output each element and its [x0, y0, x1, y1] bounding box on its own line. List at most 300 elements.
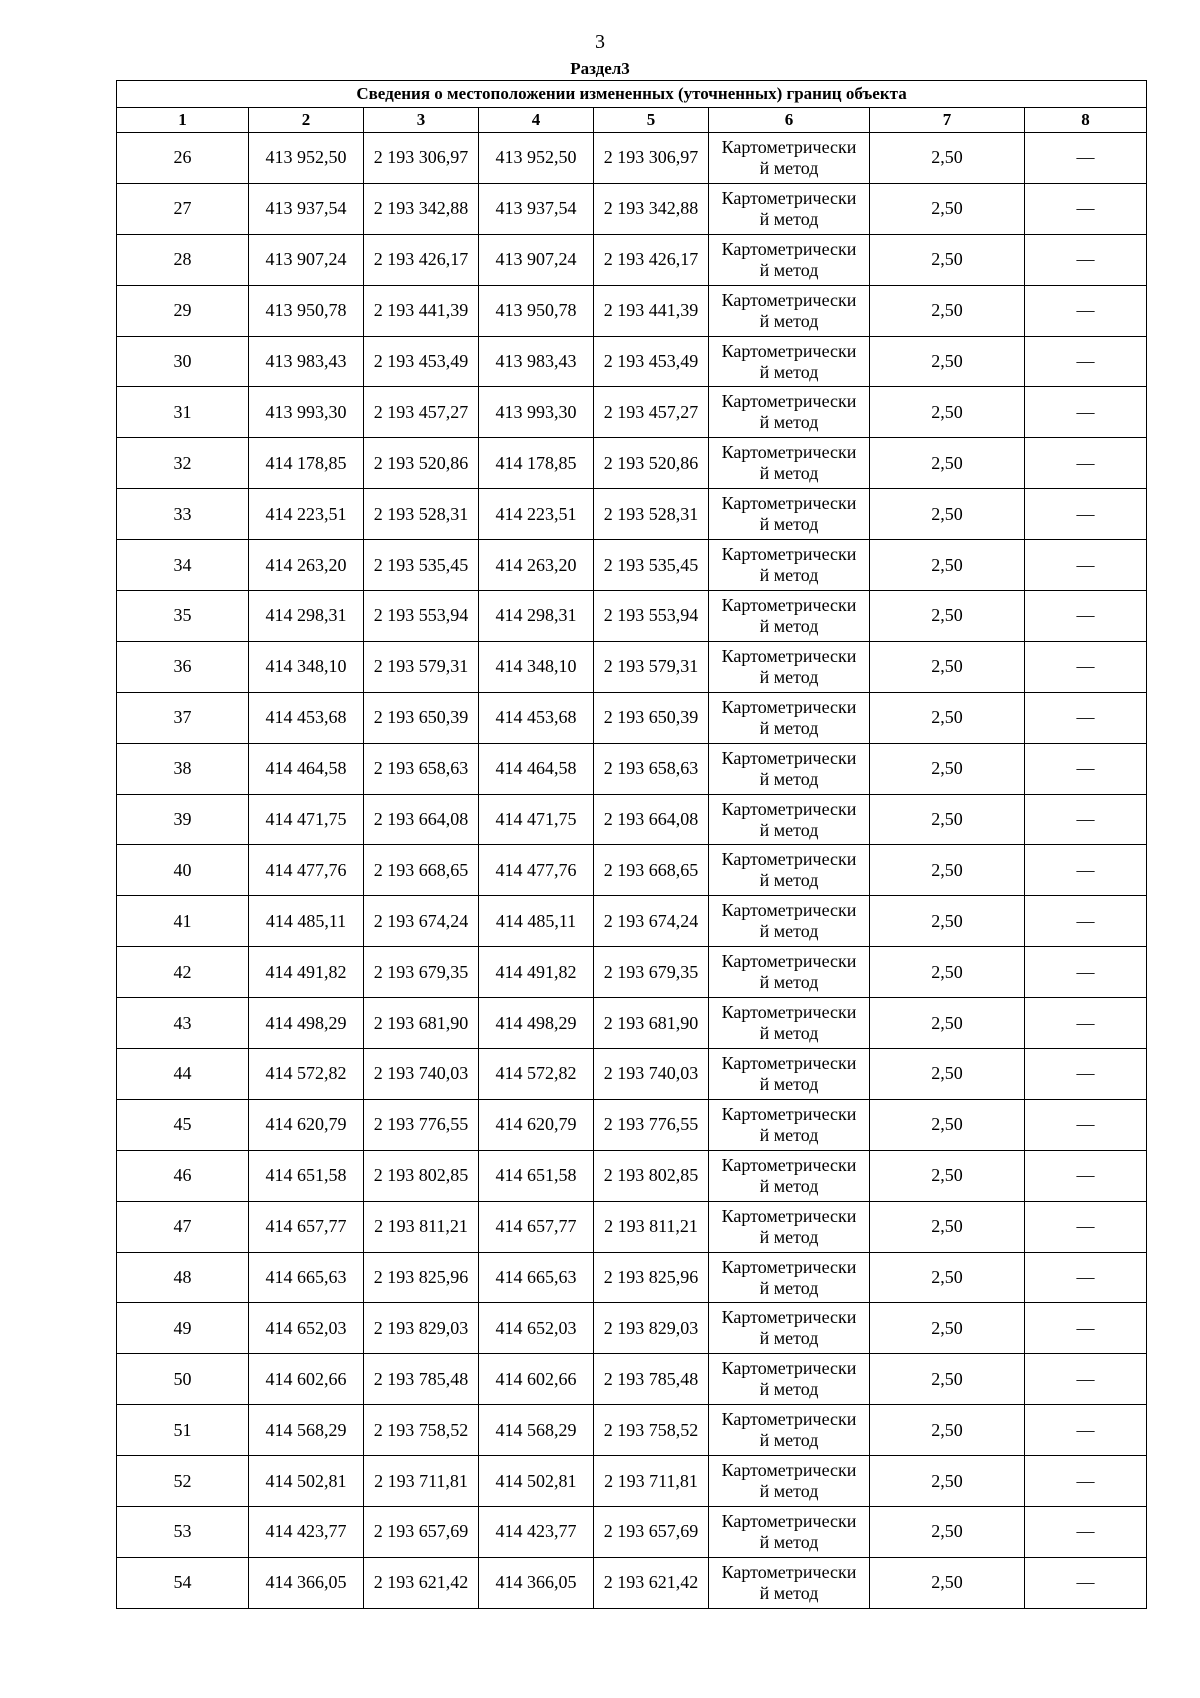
column-header: 5 [594, 108, 709, 133]
method-text: Картометрически [721, 1154, 857, 1175]
method-text: Картометрически [721, 391, 857, 412]
y-coordinate-cell: 2 193 528,31 [594, 489, 709, 540]
x-coordinate-cell: 414 485,11 [479, 896, 594, 947]
method-cell [709, 1099, 870, 1150]
y-coordinate-cell: 2 193 825,96 [364, 1252, 479, 1303]
x-coordinate-cell: 414 491,82 [479, 947, 594, 998]
y-coordinate-cell: 2 193 681,90 [594, 998, 709, 1049]
y-coordinate-cell: 2 193 657,69 [364, 1507, 479, 1558]
y-coordinate-cell: 2 193 342,88 [364, 183, 479, 234]
y-coordinate-cell: 2 193 785,48 [364, 1354, 479, 1405]
table-row [117, 1405, 1147, 1456]
x-coordinate-cell: 413 950,78 [479, 285, 594, 336]
accuracy-cell: 2,50 [870, 489, 1025, 540]
table-row [117, 1150, 1147, 1201]
point-number-cell: 45 [117, 1099, 249, 1150]
y-coordinate-cell: 2 193 740,03 [594, 1049, 709, 1100]
y-coordinate-cell: 2 193 681,90 [364, 998, 479, 1049]
x-coordinate-cell: 413 907,24 [249, 234, 364, 285]
x-coordinate-cell: 414 620,79 [249, 1099, 364, 1150]
point-number-cell: 50 [117, 1354, 249, 1405]
empty-value-cell: — [1025, 1557, 1147, 1608]
y-coordinate-cell: 2 193 579,31 [364, 641, 479, 692]
method-text: Картометрически [721, 544, 857, 565]
y-coordinate-cell: 2 193 441,39 [364, 285, 479, 336]
x-coordinate-cell: 414 263,20 [249, 540, 364, 591]
y-coordinate-cell: 2 193 650,39 [364, 692, 479, 743]
point-number-cell: 32 [117, 438, 249, 489]
method-cell [709, 845, 870, 896]
x-coordinate-cell: 413 952,50 [479, 133, 594, 184]
y-coordinate-cell: 2 193 802,85 [594, 1150, 709, 1201]
method-cell [709, 1049, 870, 1100]
method-cell [709, 1456, 870, 1507]
point-number-cell: 29 [117, 285, 249, 336]
method-text: Картометрически [721, 1561, 857, 1582]
x-coordinate-cell: 414 464,58 [249, 743, 364, 794]
method-text: й метод [759, 1124, 819, 1145]
x-coordinate-cell: 414 498,29 [249, 998, 364, 1049]
table-row [117, 947, 1147, 998]
point-number-cell: 36 [117, 641, 249, 692]
point-number-cell: 26 [117, 133, 249, 184]
table-row [117, 1456, 1147, 1507]
x-coordinate-cell: 414 572,82 [249, 1049, 364, 1100]
method-cell [709, 1150, 870, 1201]
x-coordinate-cell: 414 223,51 [249, 489, 364, 540]
method-text: Картометрически [721, 594, 857, 615]
method-cell [709, 692, 870, 743]
method-text: й метод [759, 717, 819, 738]
x-coordinate-cell: 414 568,29 [479, 1405, 594, 1456]
x-coordinate-cell: 414 652,03 [249, 1303, 364, 1354]
point-number-cell: 37 [117, 692, 249, 743]
column-number-row [117, 108, 1147, 133]
y-coordinate-cell: 2 193 453,49 [364, 336, 479, 387]
point-number-cell: 30 [117, 336, 249, 387]
method-text: й метод [759, 819, 819, 840]
table-row [117, 641, 1147, 692]
method-cell [709, 743, 870, 794]
method-text: й метод [759, 157, 819, 178]
accuracy-cell: 2,50 [870, 1099, 1025, 1150]
y-coordinate-cell: 2 193 457,27 [364, 387, 479, 438]
empty-value-cell: — [1025, 285, 1147, 336]
table-row [117, 1049, 1147, 1100]
x-coordinate-cell: 414 477,76 [249, 845, 364, 896]
coordinates-table [116, 80, 1147, 1609]
y-coordinate-cell: 2 193 453,49 [594, 336, 709, 387]
method-text: й метод [759, 666, 819, 687]
accuracy-cell: 2,50 [870, 743, 1025, 794]
method-cell [709, 387, 870, 438]
y-coordinate-cell: 2 193 679,35 [364, 947, 479, 998]
y-coordinate-cell: 2 193 674,24 [594, 896, 709, 947]
empty-value-cell: — [1025, 1049, 1147, 1100]
accuracy-cell: 2,50 [870, 438, 1025, 489]
method-cell [709, 1201, 870, 1252]
empty-value-cell: — [1025, 438, 1147, 489]
table-row [117, 845, 1147, 896]
accuracy-cell: 2,50 [870, 183, 1025, 234]
x-coordinate-cell: 414 568,29 [249, 1405, 364, 1456]
method-cell [709, 489, 870, 540]
empty-value-cell: — [1025, 1099, 1147, 1150]
page-number: 3 [595, 31, 605, 53]
x-coordinate-cell: 413 983,43 [479, 336, 594, 387]
y-coordinate-cell: 2 193 553,94 [364, 591, 479, 642]
method-text: й метод [759, 1277, 819, 1298]
table-row [117, 1201, 1147, 1252]
y-coordinate-cell: 2 193 657,69 [594, 1507, 709, 1558]
method-text: й метод [759, 1328, 819, 1349]
column-header: 7 [870, 108, 1025, 133]
x-coordinate-cell: 414 453,68 [249, 692, 364, 743]
y-coordinate-cell: 2 193 758,52 [364, 1405, 479, 1456]
accuracy-cell: 2,50 [870, 845, 1025, 896]
method-text: й метод [759, 615, 819, 636]
table-row [117, 540, 1147, 591]
point-number-cell: 38 [117, 743, 249, 794]
table-row [117, 133, 1147, 184]
method-cell [709, 1405, 870, 1456]
accuracy-cell: 2,50 [870, 1252, 1025, 1303]
accuracy-cell: 2,50 [870, 540, 1025, 591]
table-row [117, 489, 1147, 540]
empty-value-cell: — [1025, 845, 1147, 896]
method-cell [709, 1507, 870, 1558]
accuracy-cell: 2,50 [870, 1049, 1025, 1100]
empty-value-cell: — [1025, 133, 1147, 184]
x-coordinate-cell: 414 178,85 [249, 438, 364, 489]
table-caption: Сведения о местоположении измененных (уточненных) границ объекта [117, 81, 1147, 108]
empty-value-cell: — [1025, 1507, 1147, 1558]
x-coordinate-cell: 413 937,54 [249, 183, 364, 234]
method-text: Картометрически [721, 1103, 857, 1124]
section-title: Раздел3 [570, 59, 630, 78]
table-row [117, 438, 1147, 489]
point-number-cell: 54 [117, 1557, 249, 1608]
y-coordinate-cell: 2 193 758,52 [594, 1405, 709, 1456]
point-number-cell: 53 [117, 1507, 249, 1558]
accuracy-cell: 2,50 [870, 1201, 1025, 1252]
accuracy-cell: 2,50 [870, 1303, 1025, 1354]
method-text: й метод [759, 412, 819, 433]
method-cell [709, 1252, 870, 1303]
method-text: Картометрически [721, 849, 857, 870]
x-coordinate-cell: 414 485,11 [249, 896, 364, 947]
table-row [117, 1354, 1147, 1405]
x-coordinate-cell: 414 477,76 [479, 845, 594, 896]
x-coordinate-cell: 413 993,30 [479, 387, 594, 438]
accuracy-cell: 2,50 [870, 896, 1025, 947]
method-cell [709, 133, 870, 184]
method-text: Картометрически [721, 1052, 857, 1073]
x-coordinate-cell: 414 223,51 [479, 489, 594, 540]
y-coordinate-cell: 2 193 664,08 [364, 794, 479, 845]
accuracy-cell: 2,50 [870, 998, 1025, 1049]
empty-value-cell: — [1025, 641, 1147, 692]
column-header: 1 [117, 108, 249, 133]
method-text: Картометрически [721, 238, 857, 259]
y-coordinate-cell: 2 193 621,42 [364, 1557, 479, 1608]
y-coordinate-cell: 2 193 621,42 [594, 1557, 709, 1608]
method-cell [709, 1303, 870, 1354]
method-cell [709, 591, 870, 642]
point-number-cell: 41 [117, 896, 249, 947]
accuracy-cell: 2,50 [870, 591, 1025, 642]
x-coordinate-cell: 414 498,29 [479, 998, 594, 1049]
method-cell [709, 336, 870, 387]
method-text: й метод [759, 1175, 819, 1196]
y-coordinate-cell: 2 193 829,03 [594, 1303, 709, 1354]
empty-value-cell: — [1025, 1354, 1147, 1405]
empty-value-cell: — [1025, 947, 1147, 998]
empty-value-cell: — [1025, 896, 1147, 947]
y-coordinate-cell: 2 193 579,31 [594, 641, 709, 692]
x-coordinate-cell: 414 453,68 [479, 692, 594, 743]
accuracy-cell: 2,50 [870, 794, 1025, 845]
method-text: й метод [759, 768, 819, 789]
x-coordinate-cell: 413 907,24 [479, 234, 594, 285]
x-coordinate-cell: 414 423,77 [249, 1507, 364, 1558]
y-coordinate-cell: 2 193 535,45 [594, 540, 709, 591]
method-text: Картометрически [721, 493, 857, 514]
x-coordinate-cell: 414 651,58 [249, 1150, 364, 1201]
method-text: й метод [759, 1073, 819, 1094]
column-header: 3 [364, 108, 479, 133]
column-header: 2 [249, 108, 364, 133]
method-text: Картометрически [721, 1002, 857, 1023]
empty-value-cell: — [1025, 1252, 1147, 1303]
empty-value-cell: — [1025, 743, 1147, 794]
x-coordinate-cell: 414 651,58 [479, 1150, 594, 1201]
accuracy-cell: 2,50 [870, 234, 1025, 285]
method-text: Картометрически [721, 1307, 857, 1328]
empty-value-cell: — [1025, 387, 1147, 438]
y-coordinate-cell: 2 193 811,21 [364, 1201, 479, 1252]
x-coordinate-cell: 413 937,54 [479, 183, 594, 234]
point-number-cell: 33 [117, 489, 249, 540]
empty-value-cell: — [1025, 1303, 1147, 1354]
x-coordinate-cell: 414 602,66 [479, 1354, 594, 1405]
column-header: 8 [1025, 108, 1147, 133]
method-cell [709, 1557, 870, 1608]
method-text: й метод [759, 1430, 819, 1451]
y-coordinate-cell: 2 193 535,45 [364, 540, 479, 591]
x-coordinate-cell: 414 366,05 [249, 1557, 364, 1608]
y-coordinate-cell: 2 193 306,97 [364, 133, 479, 184]
x-coordinate-cell: 414 665,63 [479, 1252, 594, 1303]
table-row [117, 285, 1147, 336]
accuracy-cell: 2,50 [870, 1557, 1025, 1608]
accuracy-cell: 2,50 [870, 692, 1025, 743]
point-number-cell: 34 [117, 540, 249, 591]
method-text: й метод [759, 972, 819, 993]
x-coordinate-cell: 414 602,66 [249, 1354, 364, 1405]
method-text: Картометрически [721, 340, 857, 361]
point-number-cell: 39 [117, 794, 249, 845]
table-row [117, 1507, 1147, 1558]
accuracy-cell: 2,50 [870, 336, 1025, 387]
y-coordinate-cell: 2 193 679,35 [594, 947, 709, 998]
point-number-cell: 42 [117, 947, 249, 998]
y-coordinate-cell: 2 193 829,03 [364, 1303, 479, 1354]
table-row [117, 1557, 1147, 1608]
y-coordinate-cell: 2 193 785,48 [594, 1354, 709, 1405]
x-coordinate-cell: 414 620,79 [479, 1099, 594, 1150]
method-cell [709, 234, 870, 285]
method-text: Картометрически [721, 1205, 857, 1226]
x-coordinate-cell: 413 950,78 [249, 285, 364, 336]
x-coordinate-cell: 413 993,30 [249, 387, 364, 438]
y-coordinate-cell: 2 193 711,81 [594, 1456, 709, 1507]
x-coordinate-cell: 414 298,31 [249, 591, 364, 642]
table-row [117, 1252, 1147, 1303]
empty-value-cell: — [1025, 183, 1147, 234]
point-number-cell: 31 [117, 387, 249, 438]
y-coordinate-cell: 2 193 825,96 [594, 1252, 709, 1303]
y-coordinate-cell: 2 193 457,27 [594, 387, 709, 438]
table-row [117, 794, 1147, 845]
x-coordinate-cell: 414 366,05 [479, 1557, 594, 1608]
empty-value-cell: — [1025, 591, 1147, 642]
x-coordinate-cell: 414 502,81 [479, 1456, 594, 1507]
method-cell [709, 896, 870, 947]
method-text: Картометрически [721, 900, 857, 921]
point-number-cell: 35 [117, 591, 249, 642]
point-number-cell: 47 [117, 1201, 249, 1252]
method-text: Картометрически [721, 747, 857, 768]
y-coordinate-cell: 2 193 668,65 [364, 845, 479, 896]
method-cell [709, 438, 870, 489]
point-number-cell: 52 [117, 1456, 249, 1507]
y-coordinate-cell: 2 193 553,94 [594, 591, 709, 642]
accuracy-cell: 2,50 [870, 1405, 1025, 1456]
method-text: Картометрически [721, 1256, 857, 1277]
y-coordinate-cell: 2 193 776,55 [364, 1099, 479, 1150]
method-text: Картометрически [721, 1510, 857, 1531]
empty-value-cell: — [1025, 1201, 1147, 1252]
method-text: Картометрически [721, 187, 857, 208]
table-row [117, 336, 1147, 387]
method-text: й метод [759, 259, 819, 280]
y-coordinate-cell: 2 193 426,17 [364, 234, 479, 285]
y-coordinate-cell: 2 193 658,63 [594, 743, 709, 794]
x-coordinate-cell: 414 298,31 [479, 591, 594, 642]
accuracy-cell: 2,50 [870, 387, 1025, 438]
method-cell [709, 641, 870, 692]
method-text: й метод [759, 870, 819, 891]
point-number-cell: 46 [117, 1150, 249, 1201]
empty-value-cell: — [1025, 692, 1147, 743]
method-text: й метод [759, 1379, 819, 1400]
x-coordinate-cell: 414 348,10 [249, 641, 364, 692]
method-text: Картометрически [721, 798, 857, 819]
empty-value-cell: — [1025, 1456, 1147, 1507]
method-text: Картометрически [721, 1460, 857, 1481]
x-coordinate-cell: 414 665,63 [249, 1252, 364, 1303]
table-row [117, 1303, 1147, 1354]
column-header: 6 [709, 108, 870, 133]
method-text: Картометрически [721, 442, 857, 463]
x-coordinate-cell: 414 348,10 [479, 641, 594, 692]
table-row [117, 1099, 1147, 1150]
accuracy-cell: 2,50 [870, 285, 1025, 336]
table-row [117, 387, 1147, 438]
method-text: й метод [759, 921, 819, 942]
y-coordinate-cell: 2 193 658,63 [364, 743, 479, 794]
x-coordinate-cell: 414 657,77 [479, 1201, 594, 1252]
empty-value-cell: — [1025, 794, 1147, 845]
accuracy-cell: 2,50 [870, 1150, 1025, 1201]
x-coordinate-cell: 414 502,81 [249, 1456, 364, 1507]
method-text: й метод [759, 463, 819, 484]
accuracy-cell: 2,50 [870, 641, 1025, 692]
x-coordinate-cell: 414 471,75 [479, 794, 594, 845]
method-text: Картометрически [721, 645, 857, 666]
method-text: й метод [759, 514, 819, 535]
y-coordinate-cell: 2 193 520,86 [364, 438, 479, 489]
method-text: Картометрически [721, 696, 857, 717]
x-coordinate-cell: 414 652,03 [479, 1303, 594, 1354]
method-cell [709, 947, 870, 998]
table-row [117, 896, 1147, 947]
method-text: Картометрически [721, 289, 857, 310]
method-text: Картометрически [721, 1409, 857, 1430]
x-coordinate-cell: 414 491,82 [249, 947, 364, 998]
empty-value-cell: — [1025, 540, 1147, 591]
y-coordinate-cell: 2 193 664,08 [594, 794, 709, 845]
method-text: й метод [759, 1531, 819, 1552]
empty-value-cell: — [1025, 1405, 1147, 1456]
y-coordinate-cell: 2 193 528,31 [364, 489, 479, 540]
method-text: Картометрически [721, 1358, 857, 1379]
accuracy-cell: 2,50 [870, 1507, 1025, 1558]
method-cell [709, 1354, 870, 1405]
x-coordinate-cell: 414 263,20 [479, 540, 594, 591]
table-body [117, 133, 1147, 1609]
y-coordinate-cell: 2 193 674,24 [364, 896, 479, 947]
empty-value-cell: — [1025, 234, 1147, 285]
table-row [117, 234, 1147, 285]
empty-value-cell: — [1025, 336, 1147, 387]
x-coordinate-cell: 413 983,43 [249, 336, 364, 387]
method-text: й метод [759, 1226, 819, 1247]
method-cell [709, 285, 870, 336]
x-coordinate-cell: 414 471,75 [249, 794, 364, 845]
y-coordinate-cell: 2 193 441,39 [594, 285, 709, 336]
y-coordinate-cell: 2 193 740,03 [364, 1049, 479, 1100]
table-row [117, 692, 1147, 743]
empty-value-cell: — [1025, 489, 1147, 540]
method-cell [709, 998, 870, 1049]
column-header: 4 [479, 108, 594, 133]
method-text: Картометрически [721, 136, 857, 157]
empty-value-cell: — [1025, 1150, 1147, 1201]
y-coordinate-cell: 2 193 426,17 [594, 234, 709, 285]
y-coordinate-cell: 2 193 776,55 [594, 1099, 709, 1150]
x-coordinate-cell: 414 657,77 [249, 1201, 364, 1252]
table-row [117, 998, 1147, 1049]
method-cell [709, 183, 870, 234]
x-coordinate-cell: 414 423,77 [479, 1507, 594, 1558]
point-number-cell: 40 [117, 845, 249, 896]
method-cell [709, 794, 870, 845]
y-coordinate-cell: 2 193 668,65 [594, 845, 709, 896]
empty-value-cell: — [1025, 998, 1147, 1049]
accuracy-cell: 2,50 [870, 947, 1025, 998]
